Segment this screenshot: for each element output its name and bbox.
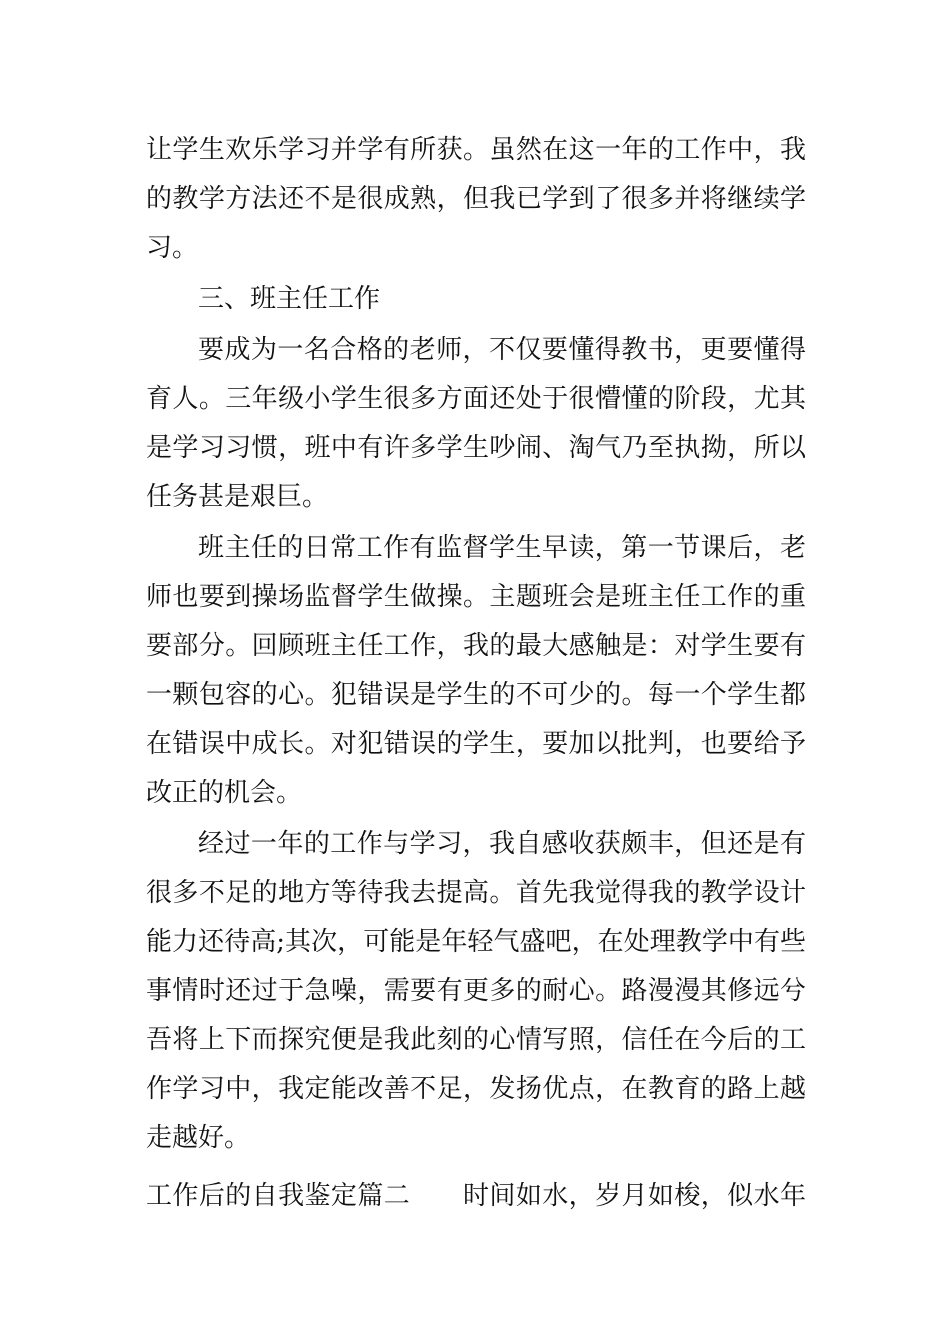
paragraph-line: 班主任的日常工作有监督学生早读，第一节课后，老: [198, 533, 806, 563]
paragraph-line: 经过一年的工作与学习，我自感收获颇丰，但还是有: [198, 829, 806, 859]
paragraph-line: 走越好。: [146, 1123, 251, 1153]
paragraph-line: 在错误中成长。对犯错误的学生，要加以批判，也要给予: [146, 729, 806, 759]
paragraph-line: 的教学方法还不是很成熟，但我已学到了很多并将继续学: [146, 184, 806, 214]
paragraph-line: 要成为一名合格的老师，不仅要懂得教书，更要懂得: [198, 335, 806, 365]
paragraph-line: 作学习中，我定能改善不足，发扬优点，在教育的路上越: [146, 1074, 806, 1104]
paragraph-line: 很多不足的地方等待我去提高。首先我觉得我的教学设计: [146, 878, 806, 908]
paragraph-line: 师也要到操场监督学生做操。主题班会是班主任工作的重: [146, 582, 806, 612]
paragraph-line: 改正的机会。: [146, 778, 303, 808]
paragraph-line: 让学生欢乐学习并学有所获。虽然在这一年的工作中，我: [146, 135, 806, 165]
next-section-heading: 工作后的自我鉴定篇二 时间如水，岁月如梭，似水年: [146, 1181, 806, 1211]
paragraph-line: 习。: [146, 233, 199, 263]
paragraph-line: 事情时还过于急噪，需要有更多的耐心。路漫漫其修远兮: [146, 976, 806, 1006]
paragraph-line: 育人。三年级小学生很多方面还处于很懵懂的阶段，尤其: [146, 384, 806, 414]
paragraph-line: 吾将上下而探究便是我此刻的心情写照，信任在今后的工: [146, 1025, 806, 1055]
section-heading: 三、班主任工作: [198, 284, 381, 314]
paragraph-line: 能力还待高;其次，可能是年轻气盛吧，在处理教学中有些: [146, 927, 806, 957]
paragraph-line: 一颗包容的心。犯错误是学生的不可少的。每一个学生都: [146, 680, 806, 710]
paragraph-line: 是学习习惯，班中有许多学生吵闹、淘气乃至执拗，所以: [146, 433, 806, 463]
paragraph-line: 要部分。回顾班主任工作，我的最大感触是：对学生要有: [146, 631, 806, 661]
paragraph-line: 任务甚是艰巨。: [146, 482, 329, 512]
